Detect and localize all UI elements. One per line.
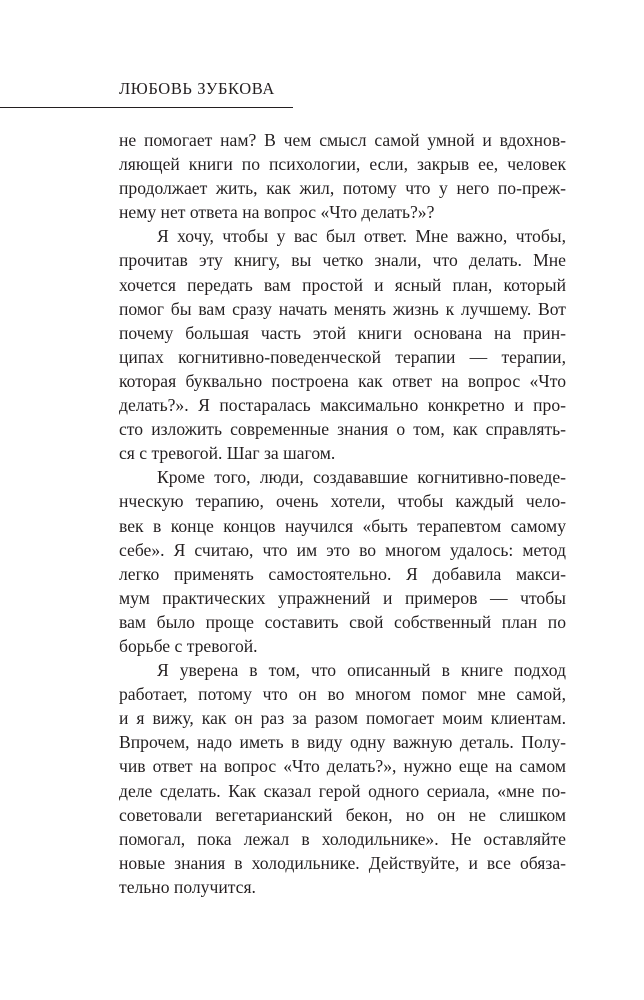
paragraph bbox=[119, 658, 566, 899]
text-line: продолжает жить, как жил, потому что у него по-преж- bbox=[119, 178, 566, 199]
text-line: борьбе с тревогой. bbox=[119, 635, 258, 656]
text-line: легко применять самостоятельно. Я добавила макси- bbox=[119, 563, 566, 584]
text-line: мум практических упражнений и примеров — чтобы bbox=[119, 587, 566, 608]
text-line: век в конце концов научился «быть терапевтом самому bbox=[119, 515, 566, 536]
text-line: советовали вегетарианский бекон, но он не слишком bbox=[119, 804, 566, 825]
text-line: ляющей книги по психологии, если, закрыв ее, человек bbox=[119, 154, 566, 175]
text-line: хочется передать вам простой и ясный план, который bbox=[119, 274, 566, 295]
text-line: нему нет ответа на вопрос «Что делать?»? bbox=[119, 202, 435, 223]
text-line: помог бы вам сразу начать менять жизнь к лучшему. Вот bbox=[119, 298, 566, 319]
text-line: чив ответ на вопрос «Что делать?», нужно еще на самом bbox=[119, 756, 566, 777]
text-line: делать?». Я постаралась максимально конкретно и про- bbox=[119, 395, 566, 416]
paragraph bbox=[119, 465, 566, 658]
text-line: помогал, пока лежал в холодильнике». Не оставляйте bbox=[119, 828, 566, 849]
text-line: сто изложить современные знания о том, как справлять- bbox=[119, 419, 566, 440]
text-line: Я хочу, чтобы у вас был ответ. Мне важно, чтобы, bbox=[157, 226, 566, 247]
text-line: не помогает нам? В чем смысл самой умной и вдохнов- bbox=[119, 130, 566, 150]
text-line: Впрочем, надо иметь в виду одну важную деталь. Полу- bbox=[119, 732, 566, 753]
text-line: и я вижу, как он раз за разом помогает моим клиентам. bbox=[119, 708, 566, 729]
header-rule bbox=[0, 107, 293, 108]
text-line: Кроме того, люди, создававшие когнитивно-поведе- bbox=[157, 467, 566, 488]
text-line: ся с тревогой. Шаг за шагом. bbox=[119, 443, 336, 464]
running-head-author: ЛЮБОВЬ ЗУБКОВА bbox=[119, 79, 275, 98]
text-line: ципах когнитивно-поведенческой терапии — терапии, bbox=[119, 346, 566, 367]
text-line: себе». Я считаю, что им это во многом удалось: метод bbox=[119, 539, 566, 560]
text-line: деле сделать. Как сказал герой одного сериала, «мне по- bbox=[119, 780, 566, 801]
text-line: работает, потому что он во многом помог мне самой, bbox=[119, 684, 566, 705]
text-line: вам было проще составить свой собственный план по bbox=[119, 611, 566, 632]
text-line: нческую терапию, очень хотели, чтобы каждый чело- bbox=[119, 491, 566, 512]
text-line: новые знания в холодильнике. Действуйте, и все обяза- bbox=[119, 852, 566, 873]
text-line: прочитав эту книгу, вы четко знали, что делать. Мне bbox=[119, 250, 566, 271]
paragraph bbox=[119, 224, 566, 465]
text-line: почему большая часть этой книги основана на прин- bbox=[119, 322, 566, 343]
text-line: Я уверена в том, что описанный в книге подход bbox=[157, 660, 566, 681]
text-line: которая буквально построена как ответ на вопрос «Что bbox=[119, 370, 566, 391]
paragraph bbox=[119, 128, 566, 224]
body-text bbox=[119, 128, 566, 899]
text-line: тельно получится. bbox=[119, 876, 256, 897]
